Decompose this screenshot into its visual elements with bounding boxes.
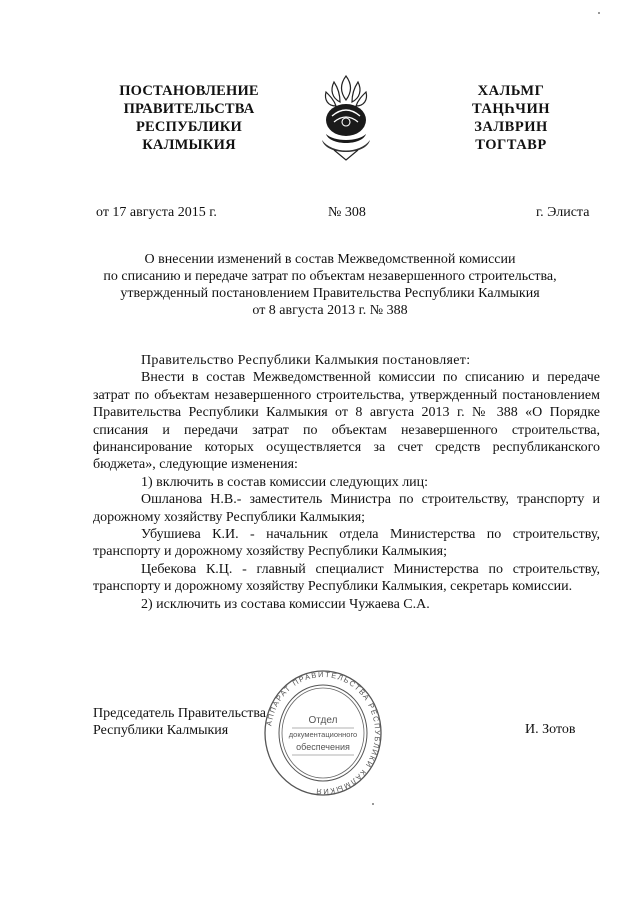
header-left-line: ПОСТАНОВЛЕНИЕ (119, 83, 259, 99)
signature-position (93, 705, 266, 739)
body-person-3: Цебекова К.Ц. - главный специалист Министерства по строительству, транспорту и дорожному хозяйству Республики Калмыкия, секретарь комиссии. (93, 561, 600, 595)
document-city: г. Элиста (536, 205, 590, 220)
title-line: по списанию и передаче затрат по объектам незавершенного строительства, (103, 269, 557, 284)
signature-name: И. Зотов (525, 722, 576, 737)
signature-position-line: Республики Калмыкия (93, 723, 229, 738)
header-left-line: КАЛМЫКИЯ (142, 137, 236, 153)
body-person-1: Ошланова Н.В.- заместитель Министра по строительству, транспорту и дорожному хозяйству Республики Калмыкия; (93, 492, 600, 525)
body-intro: Правительство Республики Калмыкия постановляет: (141, 353, 471, 368)
header-left-line: ПРАВИТЕЛЬСТВА (123, 101, 255, 117)
document-date: от 17 августа 2015 г. (96, 205, 217, 220)
header-right-kalmyk (452, 82, 570, 154)
header-right-line: ХАЛЬМГ (477, 83, 545, 99)
title-line: утвержденный постановлением Правительства Республики Калмыкия (120, 286, 540, 301)
stamp-inner-line: обеспечения (296, 742, 350, 752)
header-right-line: ЗАЛВРИН (474, 119, 548, 135)
signature-position-line: Председатель Правительства (93, 706, 266, 721)
body-item-include: 1) включить в состав комиссии следующих лиц: (141, 474, 429, 490)
header-left-line: РЕСПУБЛИКИ (135, 119, 243, 135)
header-right-line: ТАҢҺЧИН (471, 101, 551, 117)
official-stamp (262, 668, 384, 798)
body-item-exclude: 2) исключить из состава комиссии Чужаева С.А. (141, 596, 430, 612)
header-left-russian (100, 82, 278, 154)
coat-of-arms-emblem (318, 70, 374, 162)
document-number: № 308 (328, 205, 366, 220)
stamp-outer-text: АППАРАТ ПРАВИТЕЛЬСТВА РЕСПУБЛИКИ КАЛМЫКИЯ (264, 669, 383, 797)
body-person-2: Убушиева К.И. - начальник отдела Министерства по строительству, транспорту и дорожному хозяйству Республики Калмыкия; (93, 527, 600, 560)
title-line: от 8 августа 2013 г. № 388 (252, 303, 408, 318)
stamp-inner-line: документационного (288, 730, 358, 739)
stamp-inner-line: Отдел (308, 715, 338, 726)
body-paragraph-main: Внести в состав Межведомственной комиссии по списанию и передаче затрат по объектам незавершенного строительства, утвержденный постановлением Правительства Республики Калмыкия от 8 августа 2013 г. № 388 «О Порядке списания и передачи затрат по объектам незавершенного строительства, финансирование которых осуществляется за счет средств республиканского бюджета», следующие изменения: (93, 370, 600, 473)
document-title (80, 251, 580, 319)
scan-speck (372, 803, 374, 805)
title-line: О внесении изменений в состав Межведомственной комиссии (144, 252, 516, 267)
document-body (93, 352, 600, 613)
header-right-line: ТОГТАВР (475, 137, 547, 153)
scan-speck (598, 12, 600, 14)
